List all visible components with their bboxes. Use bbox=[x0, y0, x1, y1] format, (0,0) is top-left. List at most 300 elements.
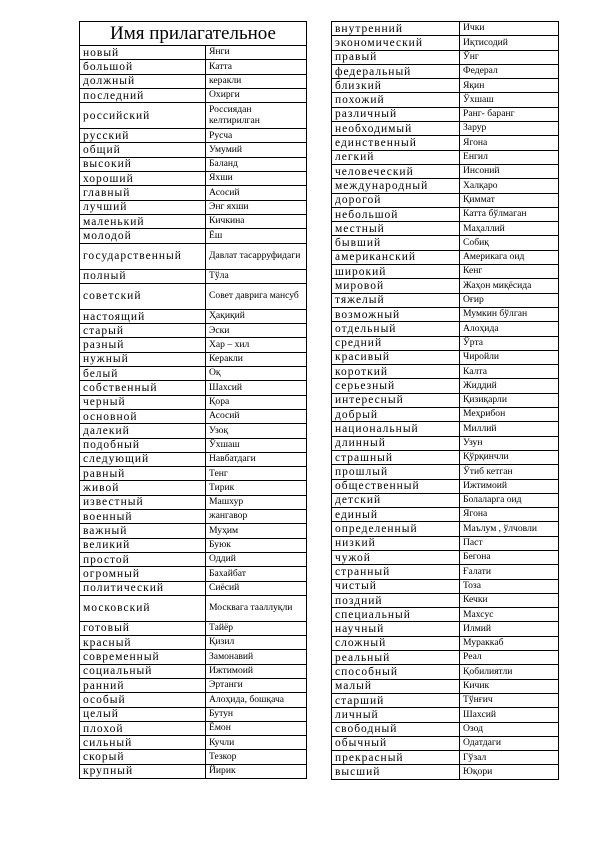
table-row bbox=[332, 207, 559, 221]
table-row bbox=[80, 581, 307, 595]
russian-word: близкий bbox=[332, 79, 460, 93]
table-row bbox=[80, 495, 307, 509]
uzbek-translation: Узоқ bbox=[206, 424, 307, 438]
russian-word: странный bbox=[332, 565, 460, 579]
table-row bbox=[332, 365, 559, 379]
uzbek-translation: Тезкор bbox=[206, 750, 307, 764]
russian-word: государственный bbox=[80, 243, 206, 269]
table-row bbox=[332, 79, 559, 93]
russian-word: готовый bbox=[80, 621, 206, 635]
russian-word: собственный bbox=[80, 381, 206, 395]
uzbek-translation: Катта bbox=[206, 60, 307, 74]
uzbek-translation: Асосий bbox=[206, 186, 307, 200]
table-row bbox=[80, 664, 307, 678]
table-row bbox=[332, 679, 559, 693]
russian-word: правый bbox=[332, 50, 460, 64]
uzbek-translation: Эски bbox=[206, 324, 307, 338]
russian-word: возможный bbox=[332, 307, 460, 321]
russian-word: красный bbox=[80, 636, 206, 650]
uzbek-translation: Маълум , ўлчовли bbox=[460, 522, 559, 536]
uzbek-translation: Машхур bbox=[206, 495, 307, 509]
table-row bbox=[80, 143, 307, 157]
uzbek-translation: Қўрқинчли bbox=[460, 450, 559, 464]
uzbek-translation: Навбатдаги bbox=[206, 452, 307, 466]
uzbek-translation: Қиммат bbox=[460, 193, 559, 207]
table-row bbox=[80, 381, 307, 395]
russian-word: скорый bbox=[80, 750, 206, 764]
russian-word: обычный bbox=[332, 736, 460, 750]
russian-word: способный bbox=[332, 665, 460, 679]
page-title: Имя прилагательное bbox=[80, 22, 307, 46]
uzbek-translation: Умумий bbox=[206, 143, 307, 157]
uzbek-translation: Оддий bbox=[206, 552, 307, 566]
uzbek-translation: Ўтиб кетган bbox=[460, 465, 559, 479]
russian-word: научный bbox=[332, 622, 460, 636]
russian-word: особый bbox=[80, 693, 206, 707]
russian-word: следующий bbox=[80, 452, 206, 466]
table-row bbox=[332, 565, 559, 579]
uzbek-translation: Давлат тасарруфидаги bbox=[206, 243, 307, 269]
table-row bbox=[332, 164, 559, 178]
uzbek-translation: жангавор bbox=[206, 510, 307, 524]
russian-word: общественный bbox=[332, 479, 460, 493]
uzbek-translation: Алоҳида, бошқача bbox=[206, 693, 307, 707]
russian-word: малый bbox=[332, 679, 460, 693]
table-row bbox=[332, 179, 559, 193]
table-row bbox=[80, 309, 307, 323]
russian-word: необходимый bbox=[332, 122, 460, 136]
uzbek-translation: Баланд bbox=[206, 157, 307, 171]
uzbek-translation: Ёмон bbox=[206, 721, 307, 735]
uzbek-translation: Бахайбат bbox=[206, 567, 307, 581]
table-row bbox=[332, 379, 559, 393]
uzbek-translation: Одатдаги bbox=[460, 736, 559, 750]
uzbek-translation: Муҳим bbox=[206, 524, 307, 538]
russian-word: короткий bbox=[332, 365, 460, 379]
uzbek-translation: Яқин bbox=[460, 79, 559, 93]
uzbek-translation: Россиядан келтирилган bbox=[206, 103, 307, 129]
table-row bbox=[80, 552, 307, 566]
russian-word: основной bbox=[80, 409, 206, 423]
russian-word: прошлый bbox=[332, 465, 460, 479]
russian-word: должный bbox=[80, 74, 206, 88]
russian-word: высший bbox=[332, 765, 460, 779]
uzbek-translation: Катта бўлмаган bbox=[460, 207, 559, 221]
table-row bbox=[332, 107, 559, 121]
table-row bbox=[80, 46, 307, 60]
russian-word: мировой bbox=[332, 279, 460, 293]
table-row bbox=[332, 693, 559, 707]
table-row bbox=[332, 550, 559, 564]
uzbek-translation: Кучли bbox=[206, 736, 307, 750]
uzbek-translation: Мумкин бўлган bbox=[460, 307, 559, 321]
vocabulary-table-right bbox=[331, 21, 559, 780]
table-row bbox=[80, 764, 307, 778]
russian-word: внутренний bbox=[332, 22, 460, 36]
russian-word: социальный bbox=[80, 664, 206, 678]
table-row bbox=[80, 621, 307, 635]
table-row bbox=[80, 678, 307, 692]
uzbek-translation: Зарур bbox=[460, 122, 559, 136]
uzbek-translation: Яхши bbox=[206, 172, 307, 186]
russian-word: красивый bbox=[332, 350, 460, 364]
uzbek-translation: Ёш bbox=[206, 229, 307, 243]
russian-word: полный bbox=[80, 269, 206, 283]
table-row bbox=[332, 64, 559, 78]
table-row bbox=[332, 665, 559, 679]
table-row bbox=[332, 279, 559, 293]
russian-word: местный bbox=[332, 222, 460, 236]
russian-word: новый bbox=[80, 46, 206, 60]
uzbek-translation: Ягона bbox=[460, 136, 559, 150]
uzbek-translation: Шахсий bbox=[206, 381, 307, 395]
russian-word: плохой bbox=[80, 721, 206, 735]
uzbek-translation: Гўзал bbox=[460, 751, 559, 765]
uzbek-translation: Русча bbox=[206, 129, 307, 143]
uzbek-translation: Кенг bbox=[460, 265, 559, 279]
table-row bbox=[80, 595, 307, 621]
table-row bbox=[80, 538, 307, 552]
russian-word: похожий bbox=[332, 93, 460, 107]
uzbek-translation: Хар – хил bbox=[206, 338, 307, 352]
russian-word: различный bbox=[332, 107, 460, 121]
table-row bbox=[80, 636, 307, 650]
table-row bbox=[332, 465, 559, 479]
table-row bbox=[332, 393, 559, 407]
table-row bbox=[332, 236, 559, 250]
uzbek-translation: Америкага оид bbox=[460, 250, 559, 264]
russian-word: политический bbox=[80, 581, 206, 595]
table-row bbox=[80, 367, 307, 381]
table-row bbox=[332, 736, 559, 750]
table-row bbox=[80, 721, 307, 735]
uzbek-translation: Оқ bbox=[206, 367, 307, 381]
russian-word: старый bbox=[80, 324, 206, 338]
uzbek-translation: Енгил bbox=[460, 150, 559, 164]
russian-word: высокий bbox=[80, 157, 206, 171]
table-row bbox=[332, 293, 559, 307]
uzbek-translation: Тирик bbox=[206, 481, 307, 495]
russian-word: тяжелый bbox=[332, 293, 460, 307]
table-row bbox=[332, 536, 559, 550]
russian-word: российский bbox=[80, 103, 206, 129]
russian-word: важный bbox=[80, 524, 206, 538]
uzbek-translation: Қора bbox=[206, 395, 307, 409]
uzbek-translation: керакли bbox=[206, 74, 307, 88]
table-row bbox=[332, 522, 559, 536]
uzbek-translation: Кичик bbox=[460, 679, 559, 693]
table-row bbox=[80, 74, 307, 88]
table-row bbox=[332, 593, 559, 607]
uzbek-translation: Қизиқарли bbox=[460, 393, 559, 407]
russian-word: равный bbox=[80, 467, 206, 481]
russian-word: детский bbox=[332, 493, 460, 507]
table-row bbox=[332, 136, 559, 150]
table-row bbox=[80, 352, 307, 366]
uzbek-translation: Буюк bbox=[206, 538, 307, 552]
uzbek-translation: Ўнг bbox=[460, 50, 559, 64]
russian-word: единый bbox=[332, 508, 460, 522]
uzbek-translation: Иқтисодий bbox=[460, 36, 559, 50]
russian-word: серьезный bbox=[332, 379, 460, 393]
russian-word: длинный bbox=[332, 436, 460, 450]
russian-word: хороший bbox=[80, 172, 206, 186]
table-row bbox=[332, 122, 559, 136]
uzbek-translation: Бегона bbox=[460, 550, 559, 564]
table-row bbox=[80, 736, 307, 750]
uzbek-translation: Тайёр bbox=[206, 621, 307, 635]
russian-word: дорогой bbox=[332, 193, 460, 207]
uzbek-translation: Тенг bbox=[206, 467, 307, 481]
russian-word: страшный bbox=[332, 450, 460, 464]
russian-word: современный bbox=[80, 650, 206, 664]
table-row bbox=[332, 36, 559, 50]
russian-word: разный bbox=[80, 338, 206, 352]
uzbek-translation: Эртанги bbox=[206, 678, 307, 692]
table-row bbox=[332, 265, 559, 279]
uzbek-translation: Илмий bbox=[460, 622, 559, 636]
russian-word: живой bbox=[80, 481, 206, 495]
russian-word: реальный bbox=[332, 651, 460, 665]
russian-word: определенный bbox=[332, 522, 460, 536]
uzbek-translation: Собиқ bbox=[460, 236, 559, 250]
russian-word: широкий bbox=[332, 265, 460, 279]
uzbek-translation: Жиддий bbox=[460, 379, 559, 393]
table-row bbox=[80, 567, 307, 581]
table-row bbox=[332, 722, 559, 736]
uzbek-translation: Москвага тааллуқли bbox=[206, 595, 307, 621]
russian-word: московский bbox=[80, 595, 206, 621]
uzbek-translation: Калта bbox=[460, 365, 559, 379]
russian-word: человеческий bbox=[332, 164, 460, 178]
table-row bbox=[80, 338, 307, 352]
russian-word: военный bbox=[80, 510, 206, 524]
russian-word: белый bbox=[80, 367, 206, 381]
russian-word: известный bbox=[80, 495, 206, 509]
uzbek-translation: Чиройли bbox=[460, 350, 559, 364]
russian-word: простой bbox=[80, 552, 206, 566]
uzbek-translation: Ички bbox=[460, 22, 559, 36]
uzbek-translation: Узун bbox=[460, 436, 559, 450]
uzbek-translation: Болаларга оид bbox=[460, 493, 559, 507]
table-row bbox=[332, 751, 559, 765]
uzbek-translation: Тўнғич bbox=[460, 693, 559, 707]
table-row bbox=[332, 193, 559, 207]
uzbek-translation: Шахсий bbox=[460, 708, 559, 722]
russian-word: лучший bbox=[80, 200, 206, 214]
table-row bbox=[332, 350, 559, 364]
russian-word: целый bbox=[80, 707, 206, 721]
table-row bbox=[80, 438, 307, 452]
russian-word: бывший bbox=[332, 236, 460, 250]
russian-word: интересный bbox=[332, 393, 460, 407]
table-row bbox=[332, 50, 559, 64]
uzbek-translation: Федерал bbox=[460, 64, 559, 78]
table-row bbox=[332, 651, 559, 665]
uzbek-translation: Совет даврига мансуб bbox=[206, 283, 307, 309]
uzbek-translation: Паст bbox=[460, 536, 559, 550]
table-row bbox=[80, 467, 307, 481]
table-row bbox=[80, 172, 307, 186]
uzbek-translation: Жаҳон миқёсида bbox=[460, 279, 559, 293]
russian-word: экономический bbox=[332, 36, 460, 50]
table-row bbox=[80, 214, 307, 228]
table-row bbox=[80, 707, 307, 721]
table-row bbox=[80, 510, 307, 524]
russian-word: сложный bbox=[332, 636, 460, 650]
russian-word: большой bbox=[80, 60, 206, 74]
table-row bbox=[332, 22, 559, 36]
table-row bbox=[332, 250, 559, 264]
table-row bbox=[332, 150, 559, 164]
uzbek-translation: Юқори bbox=[460, 765, 559, 779]
russian-word: свободный bbox=[332, 722, 460, 736]
russian-word: личный bbox=[332, 708, 460, 722]
table-row bbox=[332, 336, 559, 350]
russian-word: нужный bbox=[80, 352, 206, 366]
russian-word: небольшой bbox=[332, 207, 460, 221]
uzbek-translation: Бутун bbox=[206, 707, 307, 721]
russian-word: черный bbox=[80, 395, 206, 409]
uzbek-translation: Ўрта bbox=[460, 336, 559, 350]
table-row bbox=[332, 608, 559, 622]
table-row bbox=[80, 395, 307, 409]
table-row bbox=[80, 283, 307, 309]
russian-word: русский bbox=[80, 129, 206, 143]
russian-word: отдельный bbox=[332, 322, 460, 336]
russian-word: американский bbox=[332, 250, 460, 264]
uzbek-translation: Алоҳида bbox=[460, 322, 559, 336]
table-row bbox=[332, 479, 559, 493]
uzbek-translation: Ягона bbox=[460, 508, 559, 522]
uzbek-translation: Янги bbox=[206, 46, 307, 60]
russian-word: единственный bbox=[332, 136, 460, 150]
russian-word: далекий bbox=[80, 424, 206, 438]
uzbek-translation: Халқаро bbox=[460, 179, 559, 193]
table-row bbox=[332, 322, 559, 336]
russian-word: сильный bbox=[80, 736, 206, 750]
russian-word: легкий bbox=[332, 150, 460, 164]
table-row bbox=[332, 450, 559, 464]
uzbek-translation: Сиёсий bbox=[206, 581, 307, 595]
uzbek-translation: Инсоний bbox=[460, 164, 559, 178]
uzbek-translation: Замонавий bbox=[206, 650, 307, 664]
table-row bbox=[332, 636, 559, 650]
uzbek-translation: Махсус bbox=[460, 608, 559, 622]
russian-word: федеральный bbox=[332, 64, 460, 78]
uzbek-translation: Тўла bbox=[206, 269, 307, 283]
table-row bbox=[80, 103, 307, 129]
vocabulary-table-left bbox=[79, 21, 307, 779]
uzbek-translation: Миллий bbox=[460, 422, 559, 436]
uzbek-translation: Маҳаллий bbox=[460, 222, 559, 236]
table-row bbox=[80, 750, 307, 764]
uzbek-translation: Қобилиятли bbox=[460, 665, 559, 679]
russian-word: национальный bbox=[332, 422, 460, 436]
table-row bbox=[80, 243, 307, 269]
uzbek-translation: Ижтимоий bbox=[206, 664, 307, 678]
russian-word: маленький bbox=[80, 214, 206, 228]
russian-word: низкий bbox=[332, 536, 460, 550]
russian-word: великий bbox=[80, 538, 206, 552]
uzbek-translation: Қизил bbox=[206, 636, 307, 650]
table-row bbox=[332, 422, 559, 436]
russian-word: настоящий bbox=[80, 309, 206, 323]
table-row bbox=[80, 229, 307, 243]
uzbek-translation: Керакли bbox=[206, 352, 307, 366]
russian-word: чистый bbox=[332, 579, 460, 593]
table-row bbox=[332, 222, 559, 236]
table-row bbox=[332, 579, 559, 593]
table-row bbox=[80, 693, 307, 707]
uzbek-translation: Ўхшаш bbox=[206, 438, 307, 452]
table-row bbox=[80, 186, 307, 200]
table-row bbox=[332, 493, 559, 507]
table-row bbox=[332, 708, 559, 722]
table-row bbox=[80, 650, 307, 664]
uzbek-translation: Кичкина bbox=[206, 214, 307, 228]
russian-word: советский bbox=[80, 283, 206, 309]
table-row bbox=[332, 307, 559, 321]
table-row bbox=[80, 452, 307, 466]
table-row bbox=[80, 157, 307, 171]
russian-word: крупный bbox=[80, 764, 206, 778]
russian-word: огромный bbox=[80, 567, 206, 581]
russian-word: средний bbox=[332, 336, 460, 350]
russian-word: подобный bbox=[80, 438, 206, 452]
table-row bbox=[332, 408, 559, 422]
uzbek-translation: Энг яхши bbox=[206, 200, 307, 214]
uzbek-translation: Ижтимоий bbox=[460, 479, 559, 493]
table-row bbox=[80, 524, 307, 538]
table-row bbox=[80, 424, 307, 438]
table-row bbox=[80, 269, 307, 283]
table-row bbox=[80, 409, 307, 423]
uzbek-translation: Оғир bbox=[460, 293, 559, 307]
uzbek-translation: Асосий bbox=[206, 409, 307, 423]
russian-word: главный bbox=[80, 186, 206, 200]
table-row bbox=[80, 200, 307, 214]
russian-word: международный bbox=[332, 179, 460, 193]
uzbek-translation: Тоза bbox=[460, 579, 559, 593]
uzbek-translation: Кечки bbox=[460, 593, 559, 607]
table-row bbox=[332, 508, 559, 522]
russian-word: общий bbox=[80, 143, 206, 157]
table-row bbox=[80, 129, 307, 143]
title-row bbox=[80, 22, 307, 46]
uzbek-translation: Ҳақиқий bbox=[206, 309, 307, 323]
russian-word: старший bbox=[332, 693, 460, 707]
uzbek-translation: Ғалати bbox=[460, 565, 559, 579]
russian-word: добрый bbox=[332, 408, 460, 422]
uzbek-translation: Ўхшаш bbox=[460, 93, 559, 107]
uzbek-translation: Ранг- баранг bbox=[460, 107, 559, 121]
uzbek-translation: Реал bbox=[460, 651, 559, 665]
table-row bbox=[332, 765, 559, 779]
russian-word: молодой bbox=[80, 229, 206, 243]
table-row bbox=[80, 60, 307, 74]
russian-word: ранний bbox=[80, 678, 206, 692]
russian-word: специальный bbox=[332, 608, 460, 622]
uzbek-translation: Меҳрибон bbox=[460, 408, 559, 422]
table-row bbox=[332, 622, 559, 636]
table-row bbox=[332, 93, 559, 107]
russian-word: поздний bbox=[332, 593, 460, 607]
russian-word: прекрасный bbox=[332, 751, 460, 765]
russian-word: чужой bbox=[332, 550, 460, 564]
table-row bbox=[80, 324, 307, 338]
uzbek-translation: Мураккаб bbox=[460, 636, 559, 650]
